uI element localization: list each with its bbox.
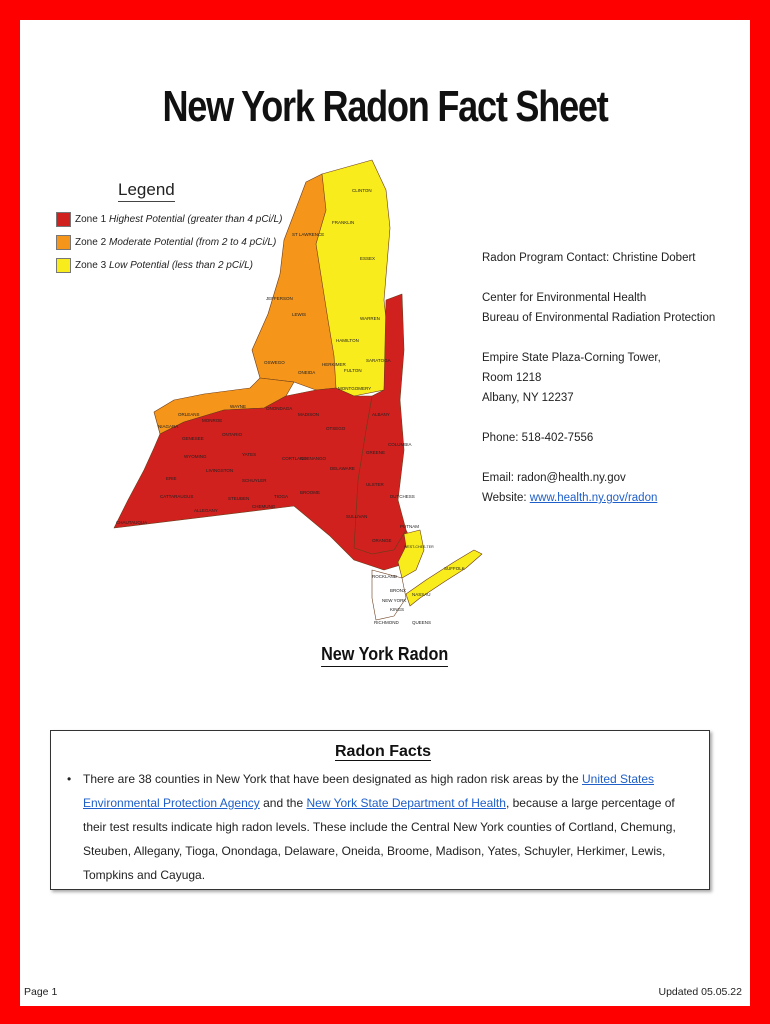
facts-paragraph xyxy=(67,767,695,887)
label-richmond: RICHMOND xyxy=(374,620,399,625)
website-line xyxy=(482,488,742,508)
zone-1-label: Highest Potential (greater than 4 pCi/L) xyxy=(109,214,283,225)
zone-2-name: Zone 2 xyxy=(75,237,107,248)
map-subtitle: New York Radon xyxy=(321,644,448,667)
facts-text-2: and the xyxy=(259,796,307,810)
label-madison: MADISON xyxy=(298,412,320,417)
label-columbia: COLUMBIA xyxy=(388,442,412,447)
radon-facts-box xyxy=(50,730,710,890)
label-suffolk: SUFFOLK xyxy=(444,566,465,571)
label-oswego: OSWEGO xyxy=(264,360,285,365)
zone-3-label: Low Potential (less than 2 pCi/L) xyxy=(109,260,253,271)
legend-title: Legend xyxy=(118,180,175,202)
label-putnam: PUTNAM xyxy=(400,524,419,529)
label-essex: ESSEX xyxy=(360,256,376,261)
label-fulton: FULTON xyxy=(344,368,362,373)
label-new-york: NEW YORK xyxy=(382,598,407,603)
legend-item-zone-1 xyxy=(56,208,286,231)
label-hamilton: HAMILTON xyxy=(336,338,359,343)
label-monroe: MONROE xyxy=(202,418,223,423)
label-jefferson: JEFFERSON xyxy=(266,296,293,301)
label-rockland: ROCKLAND xyxy=(372,574,398,579)
label-st-lawrence: ST LAWRENCE xyxy=(292,232,325,237)
label-chemung: CHEMUNG xyxy=(252,504,276,509)
label-wyoming: WYOMING xyxy=(184,454,207,459)
doh-link[interactable]: New York State Department of Health xyxy=(306,796,506,810)
label-steuben: STEUBEN xyxy=(228,496,250,501)
legend-item-zone-2 xyxy=(56,231,286,254)
email-address: Email: radon@health.ny.gov xyxy=(482,472,626,484)
zone-2-swatch xyxy=(56,235,71,250)
label-cortland: CORTLAND xyxy=(282,456,307,461)
zone-3-swatch xyxy=(56,258,71,273)
label-otsego: OTSEGO xyxy=(326,426,346,431)
website-link[interactable]: www.health.ny.gov/radon xyxy=(529,492,658,504)
label-delaware: DELAWARE xyxy=(330,466,355,471)
label-montgomery: MONTGOMERY xyxy=(338,386,372,391)
label-orleans: ORLEANS xyxy=(178,412,200,417)
label-wayne: WAYNE xyxy=(230,404,247,409)
label-schuyler: SCHUYLER xyxy=(242,478,267,483)
contact-info xyxy=(482,248,742,508)
label-broome: BROOME xyxy=(300,490,321,495)
website-label: Website: xyxy=(482,492,530,504)
zone-1-swatch xyxy=(56,212,71,227)
label-orange: ORANGE xyxy=(372,538,392,543)
label-albany: ALBANY xyxy=(372,412,390,417)
bureau-name: Bureau of Environmental Radiation Protection xyxy=(482,312,716,324)
facts-text-1: There are 38 counties in New York that have been designated as high radon risk areas by the xyxy=(83,772,582,786)
label-cattaraugus: CATTARAUGUS xyxy=(160,494,194,499)
center-name: Center for Environmental Health xyxy=(482,292,647,304)
label-ulster: ULSTER xyxy=(366,482,384,487)
facts-text-3: , because a large percentage of their test results indicate high radon levels. These include the Central New York counties of Cortland, Chemung, Steuben, Allegany, Tioga, Onondaga, Delaware, Oneida, Broome, Madison, Yates, Schuyler, Herkimer, Lewis, Tompkins and Cayuga. xyxy=(83,796,676,882)
label-sullivan: SULLIVAN xyxy=(346,514,368,519)
label-westchester: WEST-CHES-TER xyxy=(404,545,434,549)
label-oneida: ONEIDA xyxy=(298,370,316,375)
zone-3-name: Zone 3 xyxy=(75,260,107,271)
label-greene: GREENE xyxy=(366,450,386,455)
label-kings: KINGS xyxy=(390,607,405,612)
label-herkimer: HERKIMER xyxy=(322,362,346,367)
label-erie: ERIE xyxy=(166,476,177,481)
label-ontario: ONTARIO xyxy=(222,432,243,437)
label-franklin: FRANKLIN xyxy=(332,220,355,225)
label-lewis: LEWIS xyxy=(292,312,307,317)
address-line-1: Empire State Plaza-Corning Tower, xyxy=(482,352,661,364)
label-warren: WARREN xyxy=(360,316,380,321)
zone-2-label: Moderate Potential (from 2 to 4 pCi/L) xyxy=(109,237,277,248)
label-nassau: NASSAU xyxy=(412,592,431,597)
label-yates: YATES xyxy=(242,452,257,457)
label-chenango: CHENANGO xyxy=(300,456,327,461)
map-legend xyxy=(56,180,286,277)
updated-date: Updated 05.05.22 xyxy=(658,986,742,998)
page-title: New York Radon Fact Sheet xyxy=(162,82,608,131)
label-bronx: BRONX xyxy=(390,588,407,593)
zone-1-name: Zone 1 xyxy=(75,214,107,225)
label-chautauqua: CHAUTAUQUA xyxy=(116,520,148,525)
label-livingston: LIVINGSTON xyxy=(206,468,234,473)
program-contact: Radon Program Contact: Christine Dobert xyxy=(482,252,696,264)
label-genesee: GENESEE xyxy=(182,436,204,441)
page-number: Page 1 xyxy=(24,986,58,998)
address-line-3: Albany, NY 12237 xyxy=(482,392,574,404)
label-queens: QUEENS xyxy=(412,620,432,625)
label-onondaga: ONONDAGA xyxy=(266,406,293,411)
legend-item-zone-3 xyxy=(56,254,286,277)
label-niagara: NIAGARA xyxy=(158,424,179,429)
label-clinton: CLINTON xyxy=(352,188,372,193)
label-allegany: ALLEGANY xyxy=(194,508,218,513)
label-saratoga: SARATOGA xyxy=(366,358,391,363)
phone-number: Phone: 518-402-7556 xyxy=(482,432,594,444)
bullet-icon: • xyxy=(67,772,72,786)
label-dutchess: DUTCHESS xyxy=(390,494,415,499)
epa-link[interactable]: United States Environmental Protection Agency xyxy=(83,772,655,810)
label-tioga: TIOGA xyxy=(274,494,289,499)
address-line-2: Room 1218 xyxy=(482,372,542,384)
facts-title: Radon Facts xyxy=(334,743,431,760)
